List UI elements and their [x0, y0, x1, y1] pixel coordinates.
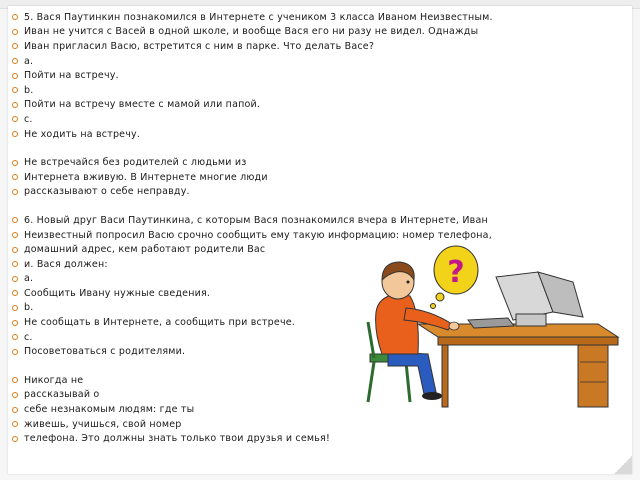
question-5-line: Иван не учится с Васей в одной школе, и вообще Вася его ни разу не видел. Однажды — [12, 25, 572, 40]
advice-line: живешь, учишься, свой номер — [12, 417, 572, 432]
question-mark: ? — [447, 255, 465, 290]
option-label: c. — [12, 112, 572, 127]
bullet-icon — [12, 217, 18, 223]
question-6-line: и. Вася должен: — [12, 257, 572, 272]
option-text: Посоветоваться с родителями. — [12, 344, 572, 359]
question-5-line: Иван пригласил Васю, встретится с ним в парке. Что делать Васе? — [12, 39, 572, 54]
bullet-icon — [12, 43, 18, 49]
option-label: c. — [12, 330, 572, 345]
bullet-icon — [12, 334, 18, 340]
bullet-icon — [12, 116, 18, 122]
advice-line: телефона. Это должны знать только твои друзья и семья! — [12, 431, 572, 446]
monitor — [468, 272, 583, 328]
option-text: Пойти на встречу вместе с мамой или папой. — [12, 98, 572, 113]
bullet-icon — [12, 189, 18, 195]
advice-line: себе незнакомым людям: где ты — [12, 402, 572, 417]
bullet-icon — [12, 290, 18, 296]
bullet-icon — [12, 276, 18, 282]
bullet-icon — [12, 174, 18, 180]
boy-at-computer-illustration — [348, 242, 638, 417]
bullet-icon — [12, 87, 18, 93]
option-label: a. — [12, 272, 572, 287]
option-label: b. — [12, 301, 572, 316]
advice-line: Интернета вживую. В Интернете многие люди — [12, 170, 572, 185]
bullet-icon — [12, 232, 18, 238]
advice-line: Не встречайся без родителей с людьми из — [12, 155, 572, 170]
option-text: Не сообщать в Интернете, а сообщить при встрече. — [12, 315, 572, 330]
bullet-icon — [12, 349, 18, 355]
bullet-icon — [12, 261, 18, 267]
page-corner — [614, 456, 632, 474]
option-label: b. — [12, 83, 572, 98]
bullet-icon — [12, 305, 18, 311]
question-6-line: 6. Новый друг Васи Паутинкина, с которым Вася познакомился вчера в Интернете, Иван — [12, 213, 572, 228]
bullet-icon — [12, 421, 18, 427]
option-text: Сообщить Ивану нужные сведения. — [12, 286, 572, 301]
advice-line: рассказывай о — [12, 388, 572, 403]
bullet-icon — [12, 436, 18, 442]
option-label: a. — [12, 54, 572, 69]
bullet-icon — [12, 407, 18, 413]
option-text: Не ходить на встречу. — [12, 127, 572, 142]
advice-line: Никогда не — [12, 373, 572, 388]
question-6-line: домашний адрес, кем работают родители Вас — [12, 242, 572, 257]
bullet-icon — [12, 14, 18, 20]
slide — [8, 6, 632, 474]
question-6-line: Неизвестный попросил Васю срочно сообщить ему такую информацию: номер телефона, — [12, 228, 572, 243]
question-bubble — [431, 246, 479, 309]
advice-line: рассказывают о себе неправду. — [12, 185, 572, 200]
bullet-icon — [12, 131, 18, 137]
bullet-icon — [12, 58, 18, 64]
bullet-icon — [12, 29, 18, 35]
desk — [418, 324, 618, 407]
bullet-icon — [12, 73, 18, 79]
bullet-icon — [12, 392, 18, 398]
option-text: Пойти на встречу. — [12, 68, 572, 83]
bullet-icon — [12, 102, 18, 108]
bullet-icon — [12, 247, 18, 253]
bullet-icon — [12, 160, 18, 166]
question-5-line: 5. Вася Паутинкин познакомился в Интернете с учеником 3 класса Иваном Неизвестным. — [12, 10, 572, 25]
bullet-icon — [12, 320, 18, 326]
bullet-icon — [12, 377, 18, 383]
